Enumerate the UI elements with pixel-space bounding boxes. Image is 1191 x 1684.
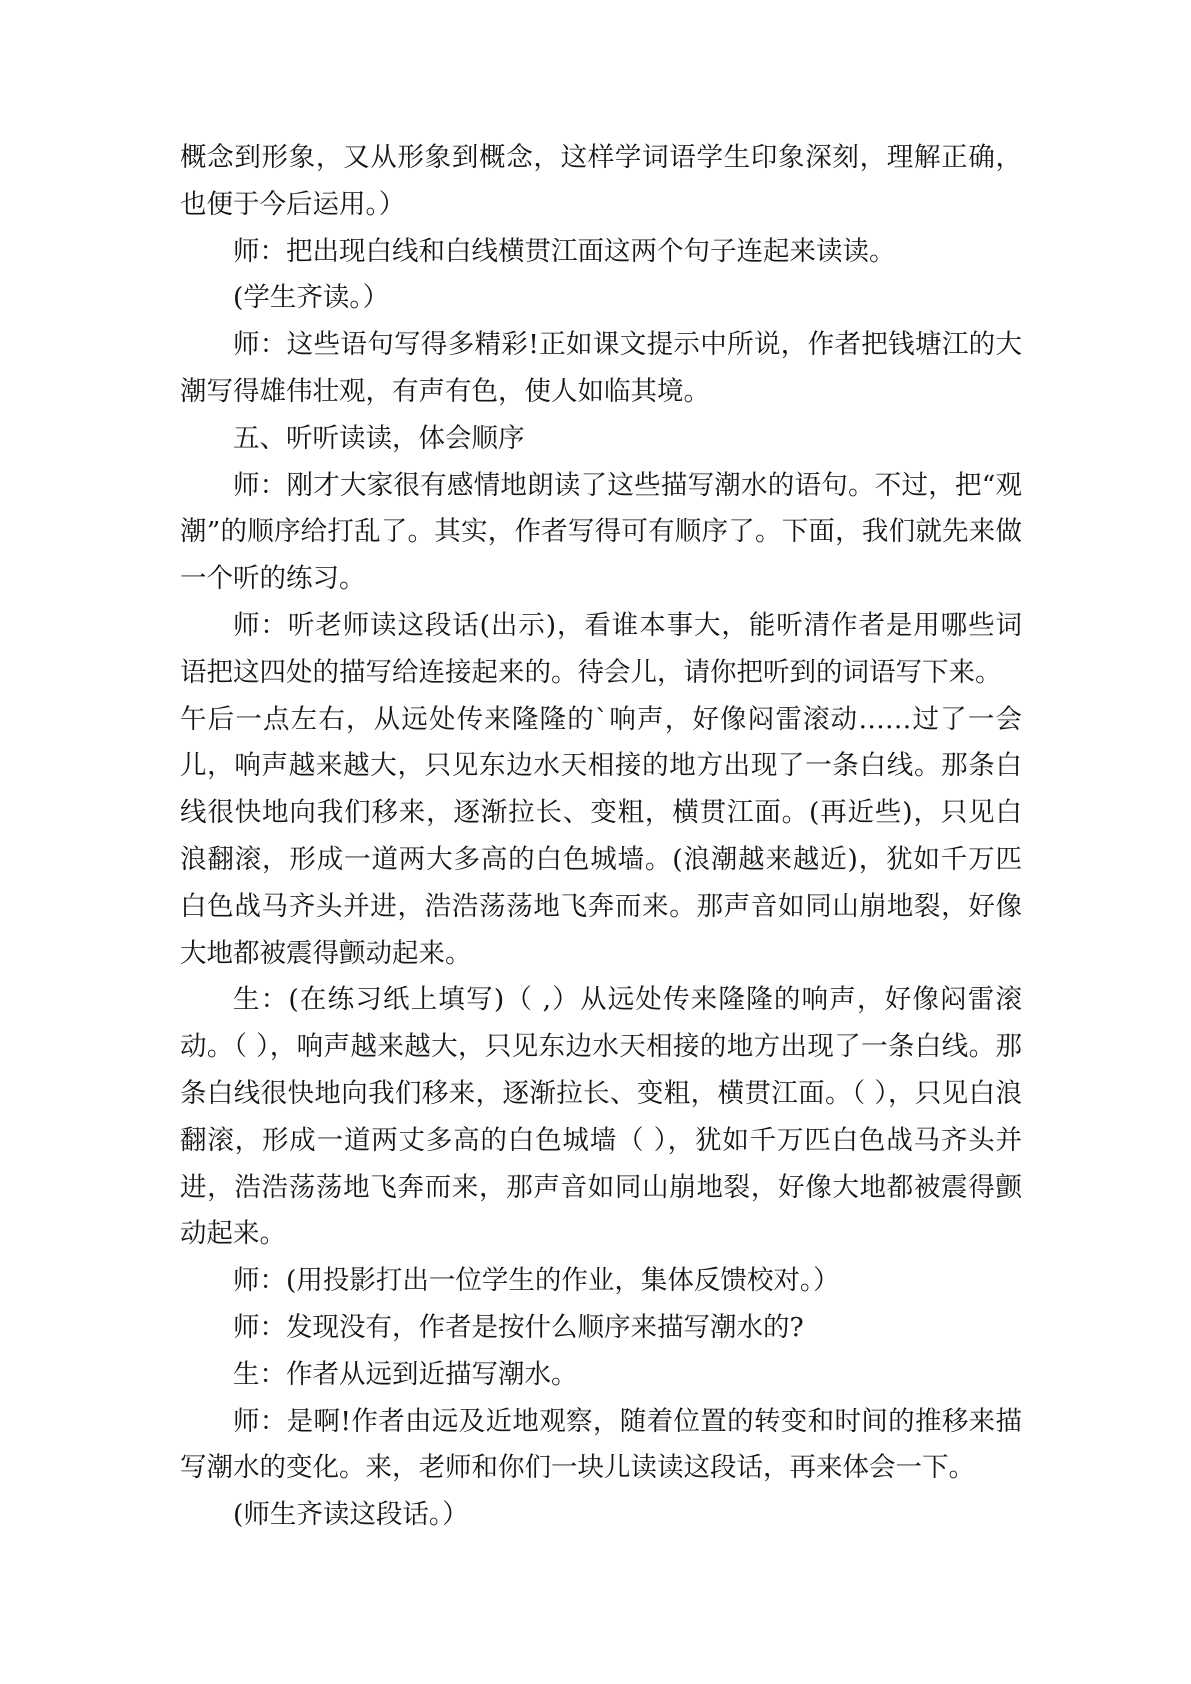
paragraph: 师：听老师读这段话(出示)，看谁本事大，能听清作者是用哪些词语把这四处的描写给连接起来的。待会儿，请你把听到的词语写下来。	[180, 609, 1022, 688]
section-heading: 五、听听读读，体会顺序	[233, 422, 525, 454]
paragraph: 师：这些语句写得多精彩!正如课文提示中所说，作者把钱塘江的大潮写得雄伟壮观，有声有色，使人如临其境。	[180, 329, 1022, 407]
paragraph: 概念到形象，又从形象到概念，这样学词语学生印象深刻，理解正确，也便于今后运用。）	[180, 142, 1022, 220]
quoted-passage: 午后一点左右，从远处传来隆隆的`响声，好像闷雷滚动……过了一会儿，响声越来越大，只见东边水天相接的地方出现了一条白线。那条白线很快地向我们移来，逐渐拉长、变粗，横贯江面。(再近些)，只见白浪翻滚，形成一道两大多高的白色城墙。(浪潮越来越近)，犹如千万匹白色战马齐头并进，浩浩荡荡地飞奔而来。那声音如同山崩地裂，好像大地都被震得颤动起来。	[180, 703, 1022, 969]
paragraph: 生：作者从远到近描写潮水。	[233, 1358, 578, 1390]
paragraph: 师：把出现白线和白线横贯江面这两个句子连起来读读。	[233, 235, 896, 267]
paragraph: 生：(在练习纸上填写)（ ,）从远处传来隆隆的响声，好像闷雷滚动。（ ），响声越来越大，只见东边水天相接的地方出现了一条白线。那条白线很快地向我们移来，逐渐拉长、变粗，横贯江面。（ ），只见白浪翻滚，形成一道两丈多高的白色城墙（ ），犹如千万匹白色战马齐头并进，浩浩荡荡地飞奔而来，那声音如同山崩地裂，好像大地都被震得颤动起来。	[180, 984, 1022, 1250]
paragraph: (师生齐读这段话。）	[233, 1499, 469, 1531]
paragraph: (学生齐读。）	[233, 282, 390, 314]
body-text	[180, 135, 1022, 1539]
paragraph: 师：(用投影打出一位学生的作业，集体反馈校对。）	[233, 1265, 840, 1297]
paragraph: 师：是啊!作者由远及近地观察，随着位置的转变和时间的推移来描写潮水的变化。来，老师和你们一块儿读读这段话，再来体会一下。	[180, 1405, 1022, 1484]
paragraph: 师：刚才大家很有感情地朗读了这些描写潮水的语句。不过，把“观潮”的顺序给打乱了。其实，作者写得可有顺序了。下面，我们就先来做一个听的练习。	[180, 469, 1022, 595]
paragraph: 师：发现没有，作者是按什么顺序来描写潮水的?	[233, 1311, 804, 1343]
